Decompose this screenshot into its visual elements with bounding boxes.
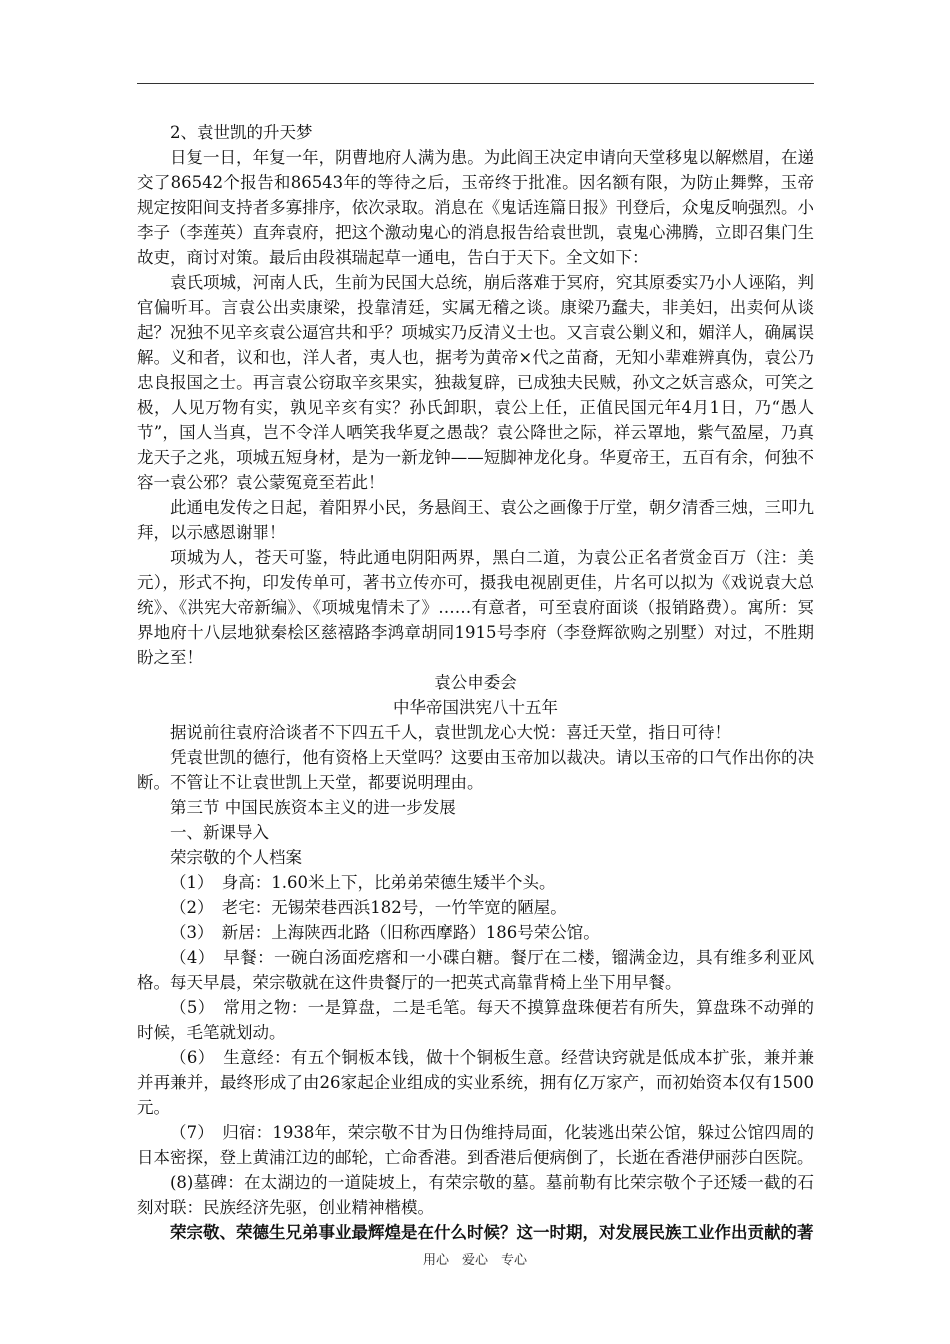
subsection-heading: 一、新课导入 <box>170 823 269 842</box>
signature-date: 中华帝国洪宪八十五年 <box>393 698 558 717</box>
profile-item: （3） 新居：上海陕西北路（旧称西摩路）186号荣公馆。 <box>170 923 600 942</box>
profile-item: （4） 早餐：一碗白汤面疙瘩和一小碟白糖。餐厅在二楼，镏满金边，具有维多利亚风格。每天早晨，荣宗敬就在这件贵餐厅的一把英式高靠背椅上坐下用早餐。 <box>137 948 814 992</box>
signature-committee: 袁公申委会 <box>434 673 517 692</box>
page-footer: 用心 爱心 专心 <box>422 1253 527 1268</box>
profile-item: （6） 生意经：有五个铜板本钱，做十个铜板生意。经营诀窍就是低成本扩张，兼并兼并再兼并，最终形成了由26家起企业组成的实业系统，拥有亿万家产，而初始资本仅有1500元。 <box>137 1048 814 1117</box>
profile-item: （7） 归宿：1938年，荣宗敬不甘为日伪维持局面，化装逃出荣公馆，躲过公馆四周的日本密探，登上黄浦江边的邮轮，亡命香港。到香港后便病倒了，长逝在香港伊丽莎白医院。 <box>137 1123 814 1167</box>
section-heading: 第三节 中国民族资本主义的进一步发展 <box>170 798 456 817</box>
document-body <box>137 120 814 1245</box>
section-heading-yuan: 2、袁世凯的升天梦 <box>170 123 313 142</box>
body-paragraph: 日复一日，年复一年，阴曹地府人满为患。为此阎王决定申请向天堂移鬼以解燃眉，在递交了86542个报告和86543年的等待之后，玉帝终于批准。因名额有限，为防止舞弊，玉帝规定按阳间支持者多寡排序，依次录取。消息在《鬼话连篇日报》刊登后，众鬼反响强烈。小李子（李莲英）直奔袁府，把这个激动鬼心的消息报告给袁世凯，袁鬼心沸腾，立即召集门生故吏，商讨对策。最后由段祺瑞起草一通电，告白于天下。全文如下： <box>137 148 814 267</box>
bold-question: 荣宗敬、荣德生兄弟事业最辉煌是在什么时候？这一时期，对发展民族工业作出贡献的著 <box>170 1223 814 1242</box>
body-paragraph: 此通电发传之日起，着阳界小民，务悬阎王、袁公之画像于厅堂，朝夕清香三烛，三叩九拜，以示感恩谢罪！ <box>137 498 814 542</box>
profile-item: (8)墓碑：在太湖边的一道陡坡上，有荣宗敬的墓。墓前勒有比荣宗敬个子还矮一截的石刻对联：民族经济先驱，创业精神楷模。 <box>137 1173 814 1217</box>
profile-item: （2） 老宅：无锡荣巷西浜182号，一竹竿宽的陋屋。 <box>170 898 567 917</box>
body-paragraph: 项城为人，苍天可鉴，特此通电阴阳两界，黑白二道，为袁公正名者赏金百万（注：美元），形式不拘，印发传单可，著书立传亦可，摄我电视剧更佳，片名可以拟为《戏说袁大总统》、《洪宪大帝新编》、《项城鬼情未了》……有意者，可至袁府面谈（报销路费）。寓所：冥界地府十八层地狱秦桧区慈禧路李鸿章胡同1915号李府（李登辉欲购之别墅）对过，不胜期盼之至！ <box>137 548 814 667</box>
body-paragraph: 袁氏项城，河南人氏，生前为民国大总统，崩后落难于冥府，究其原委实乃小人诬陷，判官偏听耳。言袁公出卖康梁，投靠清廷，实属无稽之谈。康梁乃蠢夫，非美妇，出卖何从谈起？况独不见辛亥袁公逼宫共和乎？项城实乃反清义士也。又言袁公剿义和，媚洋人，确属误解。义和者，议和也，洋人者，夷人也，据考为黄帝×代之苗裔，无知小辈难辨真伪，袁公乃忠良报国之士。再言袁公窃取辛亥果实，独裁复辟，已成独夫民贼，孙文之妖言惑众，可笑之极，人见万物有实，孰见辛亥有实？孙氏卸职，袁公上任，正值民国元年4月1日，乃“愚人节”，国人当真，岂不令洋人哂笑我华夏之愚哉？袁公降世之际，祥云罩地，紫气盈屋，乃真龙天子之兆，项城五短身材，是为一新龙钟——短脚神龙化身。华夏帝王，五百有余，何独不容一袁公邪？袁公蒙冤竟至若此！ <box>137 273 814 492</box>
profile-title: 荣宗敬的个人档案 <box>170 848 302 867</box>
body-paragraph: 据说前往袁府洽谈者不下四五千人，袁世凯龙心大悦：喜迁天堂，指日可待！ <box>170 723 731 742</box>
profile-item: （1） 身高：1.60米上下，比弟弟荣德生矮半个头。 <box>170 873 556 892</box>
header-rule <box>137 83 814 84</box>
question-paragraph: 凭袁世凯的德行，他有资格上天堂吗？这要由玉帝加以裁决。请以玉帝的口气作出你的决断。不管让不让袁世凯上天堂，都要说明理由。 <box>137 748 814 792</box>
profile-item: （5） 常用之物：一是算盘，二是毛笔。每天不摸算盘珠便若有所失，算盘珠不动弹的时候，毛笔就划动。 <box>137 998 814 1042</box>
